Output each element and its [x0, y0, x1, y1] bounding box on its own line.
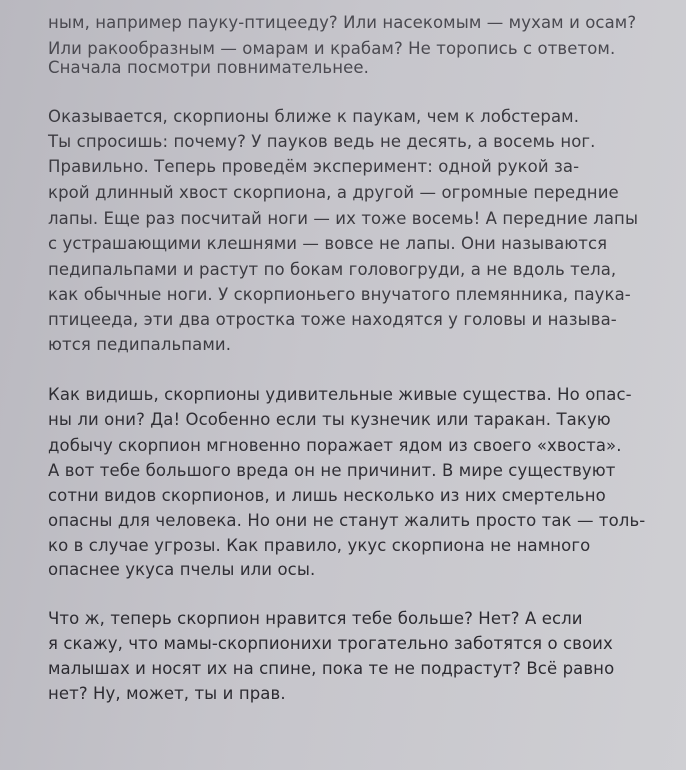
text-line: птицееда, эти два отростка тоже находятся у головы и называ- [48, 310, 617, 329]
text-line: крой длинный хвост скорпиона, а другой — огромные передние [48, 183, 619, 202]
text-line: с устрашающими клешнями — вовсе не лапы. Они называются [48, 234, 608, 253]
text-line: Ты спросишь: почему? У пауков ведь не десять, а восемь ног. [48, 132, 596, 151]
text-line: Что ж, теперь скорпион нравится тебе больше? Нет? А если [48, 609, 583, 628]
text-line: как обычные ноги. У скорпионьего внучатого племянника, паука- [48, 285, 631, 304]
text-line: Или ракообразным — омарам и крабам? Не торопись с ответом. [48, 39, 616, 58]
text-line: Как видишь, скорпионы удивительные живые существа. Но опас- [48, 385, 632, 404]
text-line: Правильно. Теперь проведём эксперимент: одной рукой за- [48, 157, 580, 176]
text-line: опаснее укуса пчелы или осы. [48, 560, 316, 579]
text-line: Сначала посмотри повнимательнее. [48, 58, 369, 77]
text-line: А вот тебе большого вреда он не причинит. В мире существуют [48, 461, 616, 480]
text-line: малышах и носят их на спине, пока те не подрастут? Всё равно [48, 659, 615, 678]
text-line: сотни видов скорпионов, и лишь несколько из них смертельно [48, 486, 606, 505]
text-line: опасны для человека. Но они не станут жалить просто так — толь- [48, 511, 646, 530]
text-line: нет? Ну, может, ты и прав. [48, 684, 286, 703]
text-line: ным, например пауку-птицееду? Или насекомым — мухам и осам? [48, 13, 637, 32]
text-line: Оказывается, скорпионы ближе к паукам, чем к лобстерам. [48, 107, 580, 126]
text-line: педипальпами и растут по бокам головогруди, а не вдоль тела, [48, 260, 617, 279]
text-line: ются педипальпами. [48, 335, 232, 354]
text-line: лапы. Еще раз посчитай ноги — их тоже восемь! А передние лапы [48, 209, 639, 228]
text-line: ны ли они? Да! Особенно если ты кузнечик или таракан. Такую [48, 410, 611, 429]
text-line: добычу скорпион мгновенно поражает ядом из своего «хвоста». [48, 436, 622, 455]
text-line: ко в случае угрозы. Как правило, укус скорпиона не намного [48, 536, 591, 555]
text-line: я скажу, что мамы-скорпионихи трогательно заботятся о своих [48, 634, 613, 653]
